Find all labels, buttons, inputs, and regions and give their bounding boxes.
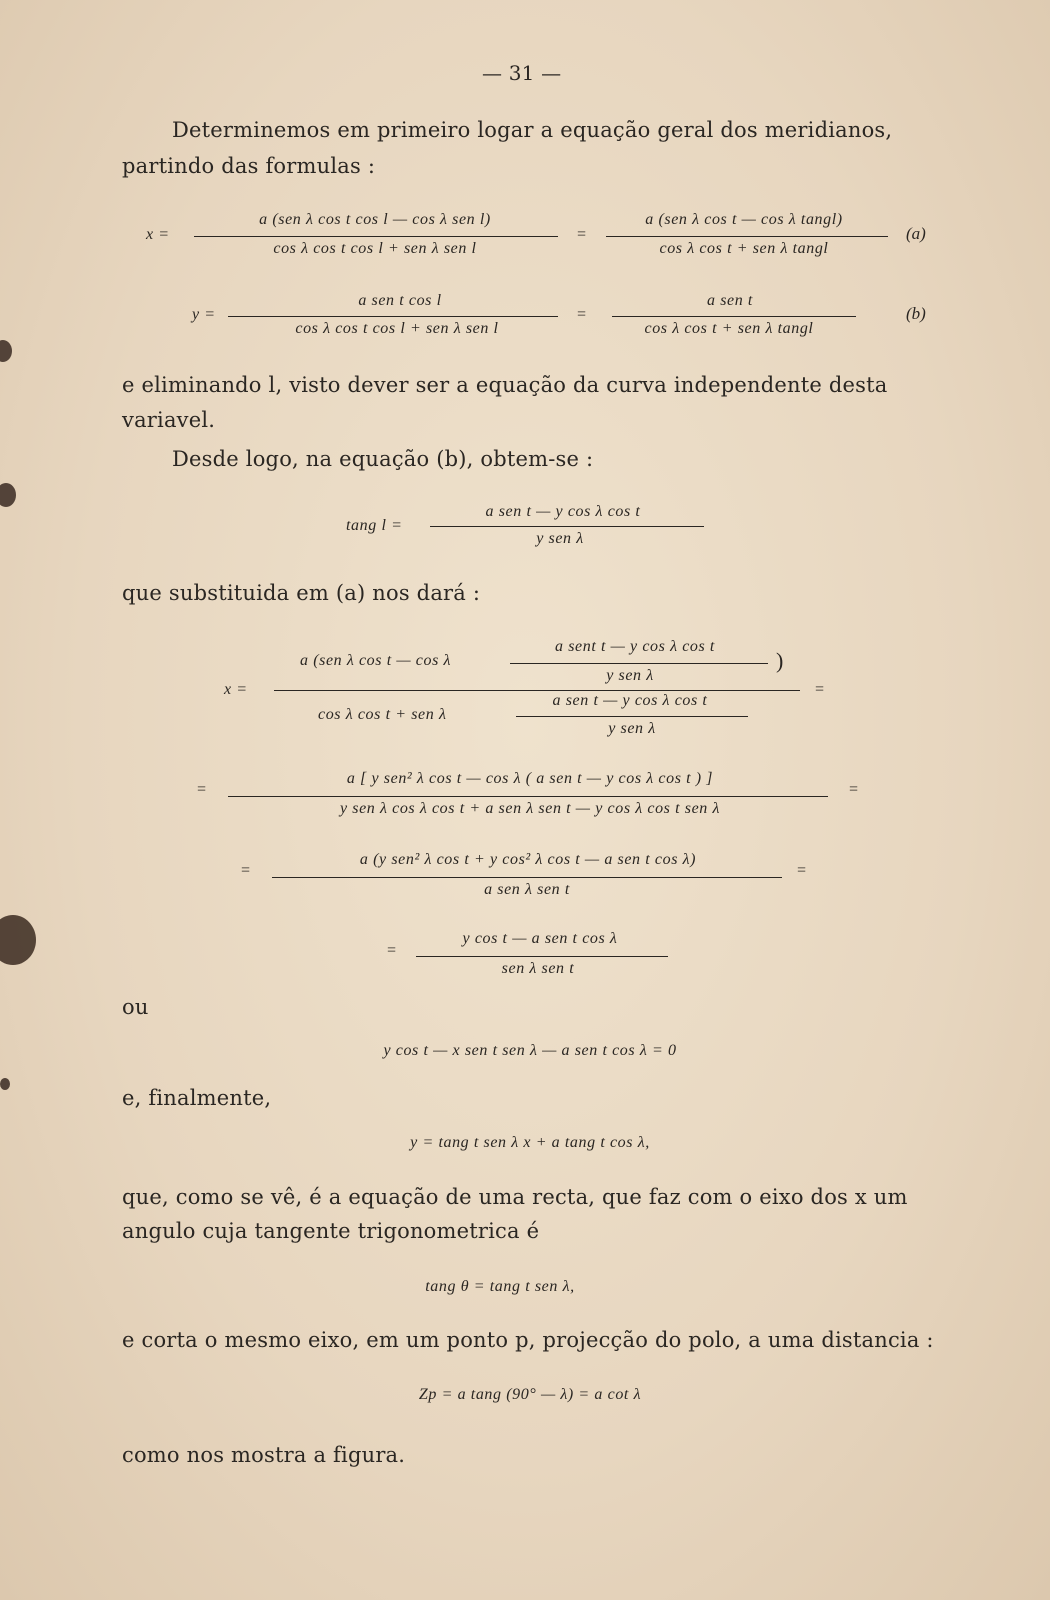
fraction-denominator: a sen λ sen t (484, 881, 570, 898)
main-fraction-bar (274, 690, 800, 691)
inner-fraction-denominator: y sen λ (606, 667, 654, 684)
fraction-bar (510, 663, 768, 664)
paragraph-line: variavel. (122, 408, 216, 432)
paragraph-line: Desde logo, na equação (b), obtem-se : (172, 447, 594, 471)
equals-sign: = (796, 862, 808, 879)
fraction-denominator: cos λ cos t cos l + sen λ sen l (273, 240, 477, 257)
equals-sign: = (576, 226, 588, 243)
equation-lhs: x = (224, 681, 248, 698)
fraction-numerator: a (sen λ cos t — cos λ tangl) (645, 211, 843, 228)
compound-denominator-text: cos λ cos t + sen λ (318, 706, 447, 723)
paragraph-line: que substituida em (a) nos dará : (122, 581, 481, 605)
paragraph-line: e, finalmente, (122, 1086, 272, 1110)
equation-lhs: y = (192, 306, 216, 323)
equation: y cos t — x sen t sen λ — a sen t cos λ = 0 (383, 1042, 677, 1059)
inner-fraction-denominator: y sen λ (608, 720, 656, 737)
fraction-denominator: cos λ cos t + sen λ tangl (644, 320, 814, 337)
fraction-numerator: a sen t (707, 292, 753, 309)
equation-tag: (a) (906, 224, 926, 243)
inner-fraction-numerator: a sen t — y cos λ cos t (552, 692, 708, 709)
paragraph-line: partindo das formulas : (122, 154, 376, 178)
fraction-denominator: cos λ cos t cos l + sen λ sen l (295, 320, 499, 337)
fraction-bar (516, 716, 748, 717)
equals-sign: = (814, 681, 826, 698)
fraction-bar (612, 316, 856, 317)
fraction-numerator: y cos t — a sen t cos λ (462, 930, 618, 947)
fraction-bar (194, 236, 558, 237)
fraction-bar (228, 796, 828, 797)
equation-lhs: x = (146, 226, 170, 243)
ink-blot (0, 483, 16, 507)
paragraph-line: ou (122, 995, 149, 1019)
fraction-denominator: y sen λ (536, 530, 584, 547)
compound-numerator-text: a (sen λ cos t — cos λ (300, 652, 452, 669)
page-number: — 31 — (482, 61, 562, 85)
equals-sign: = (576, 306, 588, 323)
paragraph-line: como nos mostra a figura. (122, 1443, 406, 1467)
fraction-denominator: y sen λ cos λ cos t + a sen λ sen t — y cos λ cos t sen λ (339, 800, 721, 817)
ink-blot (0, 915, 36, 965)
equation: tang θ = tang t sen λ, (425, 1278, 575, 1295)
fraction-numerator: a (sen λ cos t cos l — cos λ sen l) (259, 211, 491, 228)
equation-tag: (b) (906, 304, 926, 323)
equation-lhs: tang l = (346, 517, 403, 534)
equals-sign: = (386, 942, 398, 959)
fraction-bar (430, 526, 704, 527)
equation: Zp = a tang (90° — λ) = a cot λ (418, 1386, 642, 1403)
ink-blot (0, 1078, 10, 1090)
fraction-bar (272, 877, 782, 878)
paragraph-line: angulo cuja tangente trigonometrica é (122, 1219, 540, 1243)
closing-paren: ) (776, 648, 784, 673)
paragraph-line: e corta o mesmo eixo, em um ponto p, projecção do polo, a uma distancia : (122, 1328, 934, 1352)
equation: y = tang t sen λ x + a tang t cos λ, (410, 1134, 650, 1151)
equals-sign: = (848, 781, 860, 798)
fraction-numerator: a (y sen² λ cos t + y cos² λ cos t — a sen t cos λ) (359, 851, 697, 868)
fraction-bar (416, 956, 668, 957)
fraction-denominator: sen λ sen t (501, 960, 575, 977)
inner-fraction-numerator: a sent t — y cos λ cos t (555, 638, 715, 655)
paragraph-line: Determinemos em primeiro logar a equação geral dos meridianos, (172, 118, 893, 142)
fraction-numerator: a sen t cos l (358, 292, 442, 309)
fraction-numerator: a sen t — y cos λ cos t (485, 503, 641, 520)
fraction-denominator: cos λ cos t + sen λ tangl (659, 240, 829, 257)
fraction-bar (228, 316, 558, 317)
equals-sign: = (196, 781, 208, 798)
equals-sign: = (240, 862, 252, 879)
paragraph-line: que, como se vê, é a equação de uma recta, que faz com o eixo dos x um (122, 1185, 908, 1209)
fraction-numerator: a [ y sen² λ cos t — cos λ ( a sen t — y cos λ cos t ) ] (346, 770, 714, 787)
ink-blot (0, 340, 12, 362)
paragraph-line: e eliminando l, visto dever ser a equação da curva independente desta (122, 373, 888, 397)
fraction-bar (606, 236, 888, 237)
